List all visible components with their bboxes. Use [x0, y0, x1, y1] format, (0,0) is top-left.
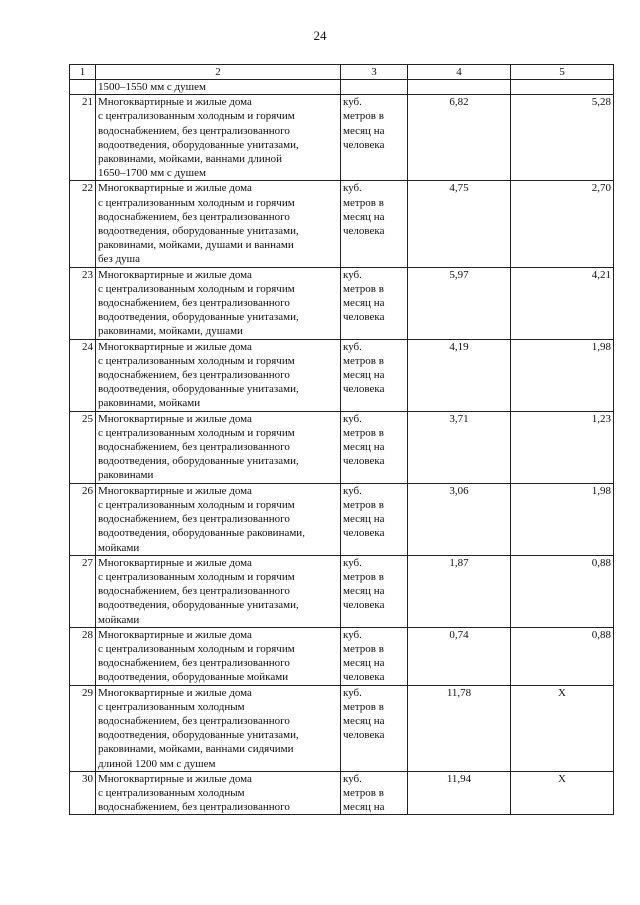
norm-value-col4: 3,06: [408, 483, 511, 555]
norm-value-col5: 2,70: [511, 181, 614, 267]
norm-value-col5: 1,98: [511, 483, 614, 555]
table-row: [70, 80, 614, 95]
description-line: раковинами, мойками, душами и ваннами: [98, 239, 294, 252]
unit-line: человека: [343, 138, 385, 151]
table-row: [70, 339, 614, 411]
table-row: [70, 685, 614, 771]
row-unit: [341, 181, 408, 267]
description-line: водоснабжением, без централизованного: [98, 714, 290, 727]
description-line: с централизованным холодным и горячим: [98, 282, 295, 295]
row-number: 24: [70, 339, 96, 411]
description-line: Многоквартирные и жилые дома: [98, 628, 252, 641]
norm-value-col5: 0,88: [511, 627, 614, 685]
description-line: 1500–1550 мм с душем: [98, 81, 206, 93]
description-line: мойками: [98, 613, 140, 626]
norm-value-col5: 5,28: [511, 95, 614, 181]
row-number: 30: [70, 771, 96, 815]
norm-value-col5: [511, 80, 614, 95]
description-line: с централизованным холодным: [98, 786, 245, 799]
unit-line: человека: [343, 311, 385, 324]
unit-line: человека: [343, 225, 385, 238]
description-line: с централизованным холодным и горячим: [98, 110, 295, 123]
row-description: [96, 181, 341, 267]
page-number: 24: [313, 28, 327, 43]
description-line: Многоквартирные и жилые дома: [98, 182, 252, 195]
description-line: Многоквартирные и жилые дома: [98, 772, 252, 785]
norm-value-col5: 0,88: [511, 555, 614, 627]
description-line: Многоквартирные и жилые дома: [98, 556, 252, 569]
row-unit: [341, 483, 408, 555]
description-line: водоотведения, оборудованные унитазами,: [98, 138, 299, 151]
unit-line: куб.: [343, 96, 362, 109]
norm-value-col4: 11,94: [408, 771, 511, 815]
row-unit: [341, 339, 408, 411]
unit-line: метров в: [343, 700, 384, 713]
column-header: 4: [408, 65, 511, 80]
row-description: [96, 267, 341, 339]
description-line: водоснабжением, без централизованного: [98, 513, 290, 526]
description-line: водоснабжением, без централизованного: [98, 441, 290, 454]
norm-value-col4: 6,82: [408, 95, 511, 181]
description-line: водоснабжением, без централизованного: [98, 657, 290, 670]
table-body: [70, 65, 614, 815]
unit-line: куб.: [343, 628, 362, 641]
unit-line: куб.: [343, 412, 362, 425]
column-header: 5: [511, 65, 614, 80]
norm-value-col5: Х: [511, 771, 614, 815]
description-line: с централизованным холодным и горячим: [98, 498, 295, 511]
unit-line: метров в: [343, 282, 384, 295]
row-description: [96, 685, 341, 771]
unit-line: человека: [343, 383, 385, 396]
table-header-row: [70, 65, 614, 80]
description-line: водоснабжением, без централизованного: [98, 369, 290, 382]
unit-line: месяц на: [343, 297, 385, 310]
row-description: [96, 339, 341, 411]
unit-line: месяц на: [343, 513, 385, 526]
unit-line: метров в: [343, 110, 384, 123]
row-number: 26: [70, 483, 96, 555]
description-line: раковинами, мойками: [98, 397, 201, 410]
unit-line: куб.: [343, 556, 362, 569]
table-row: [70, 771, 614, 815]
table-row: [70, 95, 614, 181]
unit-line: месяц на: [343, 369, 385, 382]
norm-value-col4: 3,71: [408, 411, 511, 483]
description-line: с централизованным холодным и горячим: [98, 426, 295, 439]
row-unit: [341, 771, 408, 815]
description-line: 1650–1700 мм с душем: [98, 167, 206, 180]
row-description: [96, 771, 341, 815]
unit-line: куб.: [343, 268, 362, 281]
row-unit: [341, 411, 408, 483]
row-unit: [341, 80, 408, 95]
unit-line: метров в: [343, 642, 384, 655]
table-row: [70, 411, 614, 483]
description-line: водоотведения, оборудованные раковинами,: [98, 527, 305, 540]
description-line: Многоквартирные и жилые дома: [98, 412, 252, 425]
description-line: длиной 1200 мм с душем: [98, 757, 216, 770]
unit-line: метров в: [343, 786, 384, 799]
unit-line: куб.: [343, 686, 362, 699]
table-row: [70, 181, 614, 267]
norm-value-col4: 1,87: [408, 555, 511, 627]
description-line: раковинами, мойками, душами: [98, 325, 243, 338]
unit-line: человека: [343, 455, 385, 468]
row-unit: [341, 685, 408, 771]
row-description: [96, 555, 341, 627]
description-line: водоснабжением, без централизованного: [98, 124, 290, 137]
description-line: водоотведения, оборудованные унитазами,: [98, 599, 299, 612]
row-number: 22: [70, 181, 96, 267]
row-number: 23: [70, 267, 96, 339]
unit-line: метров в: [343, 570, 384, 583]
description-line: водоотведения, оборудованные унитазами,: [98, 383, 299, 396]
norm-value-col4: 4,75: [408, 181, 511, 267]
description-line: с централизованным холодным и горячим: [98, 642, 295, 655]
row-unit: [341, 627, 408, 685]
column-header: 2: [96, 65, 341, 80]
description-line: с централизованным холодным и горячим: [98, 196, 295, 209]
description-line: водоотведения, оборудованные унитазами,: [98, 729, 299, 742]
description-line: раковинами, мойками, ваннами сидячими: [98, 743, 294, 756]
unit-line: месяц на: [343, 585, 385, 598]
description-line: Многоквартирные и жилые дома: [98, 268, 252, 281]
description-line: раковинами: [98, 469, 154, 482]
row-unit: [341, 95, 408, 181]
norm-value-col5: 1,98: [511, 339, 614, 411]
row-description: [96, 95, 341, 181]
row-number: 25: [70, 411, 96, 483]
description-line: водоотведения, оборудованные мойками: [98, 671, 289, 684]
norm-value-col4: 11,78: [408, 685, 511, 771]
row-description: [96, 483, 341, 555]
description-line: Многоквартирные и жилые дома: [98, 340, 252, 353]
norm-value-col5: Х: [511, 685, 614, 771]
norm-value-col4: 4,19: [408, 339, 511, 411]
unit-line: человека: [343, 527, 385, 540]
description-line: с централизованным холодным и горячим: [98, 570, 295, 583]
description-line: без душа: [98, 253, 141, 266]
row-description: [96, 627, 341, 685]
row-number: 21: [70, 95, 96, 181]
unit-line: метров в: [343, 196, 384, 209]
description-line: водоснабжением, без централизованного: [98, 210, 290, 223]
unit-line: человека: [343, 729, 385, 742]
unit-line: месяц на: [343, 801, 385, 814]
unit-line: месяц на: [343, 441, 385, 454]
row-description: [96, 411, 341, 483]
description-line: с централизованным холодным и горячим: [98, 354, 295, 367]
description-line: водоснабжением, без централизованного: [98, 585, 290, 598]
unit-line: метров в: [343, 498, 384, 511]
description-line: водоснабжением, без централизованного: [98, 297, 290, 310]
description-line: водоотведения, оборудованные унитазами,: [98, 455, 299, 468]
norm-value-col5: 4,21: [511, 267, 614, 339]
row-number: 29: [70, 685, 96, 771]
description-line: раковинами, мойками, ваннами длиной: [98, 153, 283, 166]
description-line: с централизованным холодным: [98, 700, 245, 713]
norm-value-col4: 0,74: [408, 627, 511, 685]
row-description: [96, 80, 341, 95]
unit-line: куб.: [343, 340, 362, 353]
description-line: водоотведения, оборудованные унитазами,: [98, 225, 299, 238]
norm-value-col5: 1,23: [511, 411, 614, 483]
table-row: [70, 483, 614, 555]
norm-value-col4: [408, 80, 511, 95]
unit-line: куб.: [343, 484, 362, 497]
description-line: водоотведения, оборудованные унитазами,: [98, 311, 299, 324]
column-header: 1: [70, 65, 96, 80]
norm-value-col4: 5,97: [408, 267, 511, 339]
description-line: мойками: [98, 541, 140, 554]
consumption-norms-table: [69, 64, 614, 815]
table-row: [70, 267, 614, 339]
unit-line: человека: [343, 671, 385, 684]
column-header: 3: [341, 65, 408, 80]
unit-line: человека: [343, 599, 385, 612]
description-line: Многоквартирные и жилые дома: [98, 484, 252, 497]
table-row: [70, 555, 614, 627]
unit-line: месяц на: [343, 657, 385, 670]
description-line: Многоквартирные и жилые дома: [98, 686, 252, 699]
row-number: 27: [70, 555, 96, 627]
row-number: 28: [70, 627, 96, 685]
unit-line: куб.: [343, 182, 362, 195]
row-number: [70, 80, 96, 95]
unit-line: месяц на: [343, 714, 385, 727]
description-line: водоснабжением, без централизованного: [98, 801, 290, 814]
row-unit: [341, 267, 408, 339]
unit-line: месяц на: [343, 124, 385, 137]
row-unit: [341, 555, 408, 627]
description-line: Многоквартирные и жилые дома: [98, 96, 252, 109]
unit-line: куб.: [343, 772, 362, 785]
unit-line: метров в: [343, 354, 384, 367]
unit-line: месяц на: [343, 210, 385, 223]
table-row: [70, 627, 614, 685]
unit-line: метров в: [343, 426, 384, 439]
